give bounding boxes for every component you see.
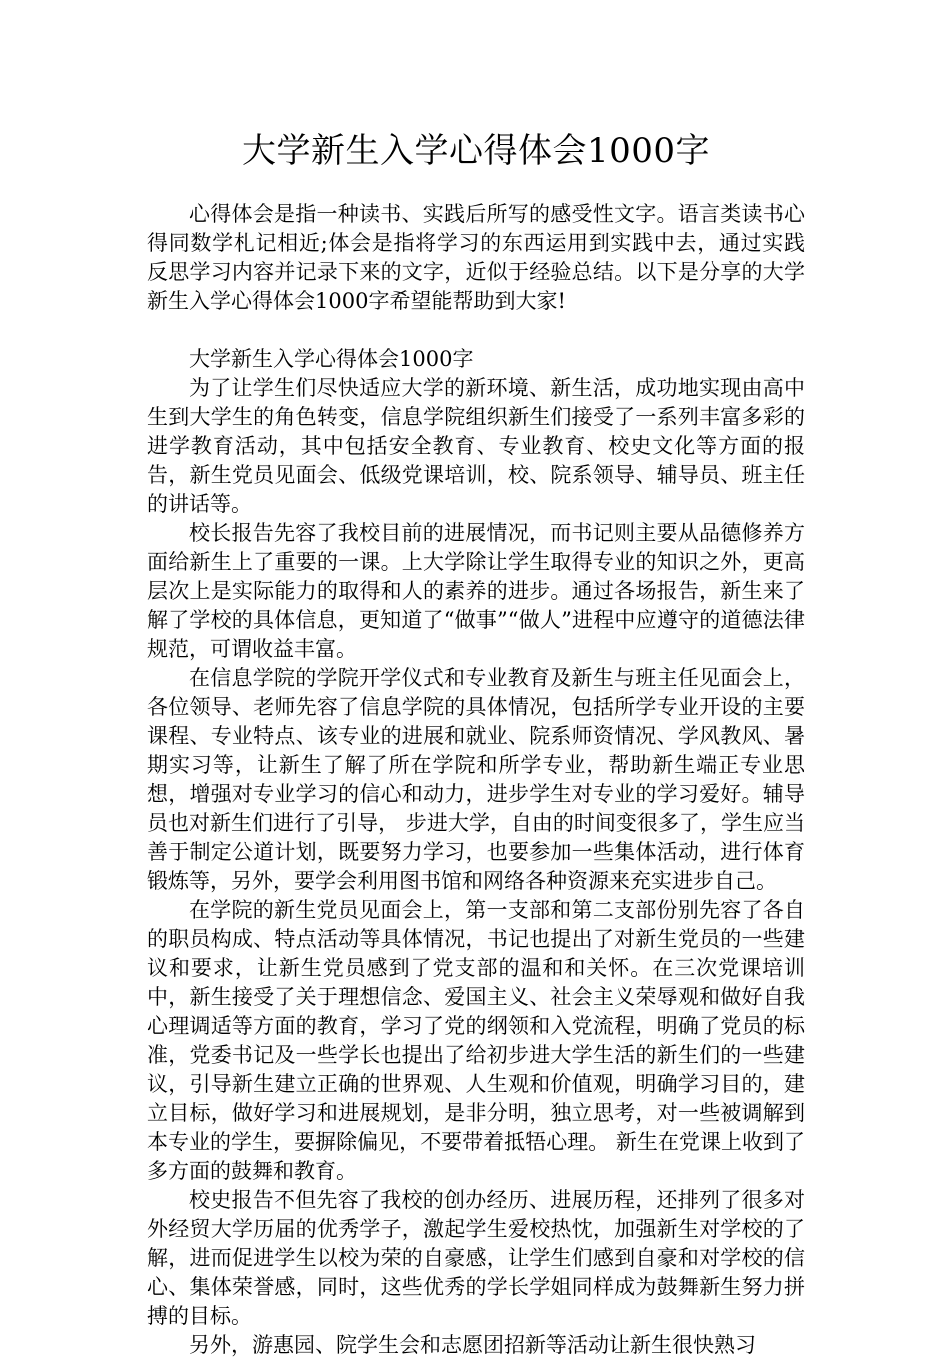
body-paragraph-2: 校长报告先容了我校目前的进展情况，而书记则主要从品德修养方面给新生上了重要的一课。上大学除让学生取得专业的知识之外，更高层次上是实际能力的取得和人的素养的进步。通过各场报告，新生来了解了学校的具体信息，更知道了“做事”“做人”进程中应遵守的道德法律规范，可谓收益丰富。: [147, 521, 805, 661]
body-paragraph-4: 在学院的新生党员见面会上，第一支部和第二支部份别先容了各自的职员构成、特点活动等具体情况，书记也提出了对新生党员的一些建议和要求，让新生党员感到了党支部的温和和关怀。在三次党课培训中，新生接受了关于理想信念、爱国主义、社会主义荣辱观和做好自我心理调适等方面的教育，学习了党的纲领和入党流程，明确了党员的标准，党委书记及一些学长也提出了给初步进大学生活的新生们的一些建议，引导新生建立正确的世界观、人生观和价值观，明确学习目的，建立目标，做好学习和进展规划，是非分明，独立思考，对一些被调解到本专业的学生，要摒除偏见，不要带着抵牾心理。 新生在党课上收到了多方面的鼓舞和教育。: [147, 898, 805, 1183]
document-title: 大学新生入学心得体会1000字: [241, 131, 711, 171]
body-paragraph-6: 另外，游惠园、院学生会和志愿团招新等活动让新生很快熟习: [189, 1333, 756, 1357]
intro-paragraph: 心得体会是指一种读书、实践后所写的感受性文字。语言类读书心得同数学札记相近;体会是指将学习的东西运用到实践中去，通过实践反思学习内容并记录下来的文字，近似于经验总结。以下是分享的大学新生入学心得体会1000字希望能帮助到大家!: [147, 202, 805, 313]
body-paragraph-1: 为了让学生们尽快适应大学的新环境、新生活，成功地实现由高中生到大学生的角色转变，信息学院组织新生们接受了一系列丰富多彩的进学教育活动，其中包括安全教育、专业教育、校史文化等方面的报告，新生党员见面会、低级党课培训，校、院系领导、辅导员、班主任的讲话等。: [147, 376, 805, 516]
section-heading: 大学新生入学心得体会1000字: [189, 347, 474, 371]
document-page: [147, 128, 805, 1360]
body-paragraph-3: 在信息学院的学院开学仪式和专业教育及新生与班主任见面会上，各位领导、老师先容了信息学院的具体情况，包括所学专业开设的主要课程、专业特点、该专业的进展和就业、院系师资情况、学风教风、暑期实习等，让新生了解了所在学院和所学专业，帮助新生端正专业思想，增强对专业学习的信心和动力，进步学生对专业的学习爱好。辅导员也对新生们进行了引导， 步进大学，自由的时间变很多了，学生应当善于制定公道计划，既要努力学习，也要参加一些集体活动，进行体育锻炼等，另外，要学会利用图书馆和网络各种资源来充实进步自己。: [147, 666, 805, 893]
body-paragraph-5: 校史报告不但先容了我校的创办经历、进展历程，还排列了很多对外经贸大学历届的优秀学子，激起学生爱校热忱，加强新生对学校的了解，进而促进学生以校为荣的自豪感，让学生们感到自豪和对学校的信心、集体荣誉感，同时，这些优秀的学长学姐同样成为鼓舞新生努力拼搏的目标。: [147, 1188, 805, 1328]
